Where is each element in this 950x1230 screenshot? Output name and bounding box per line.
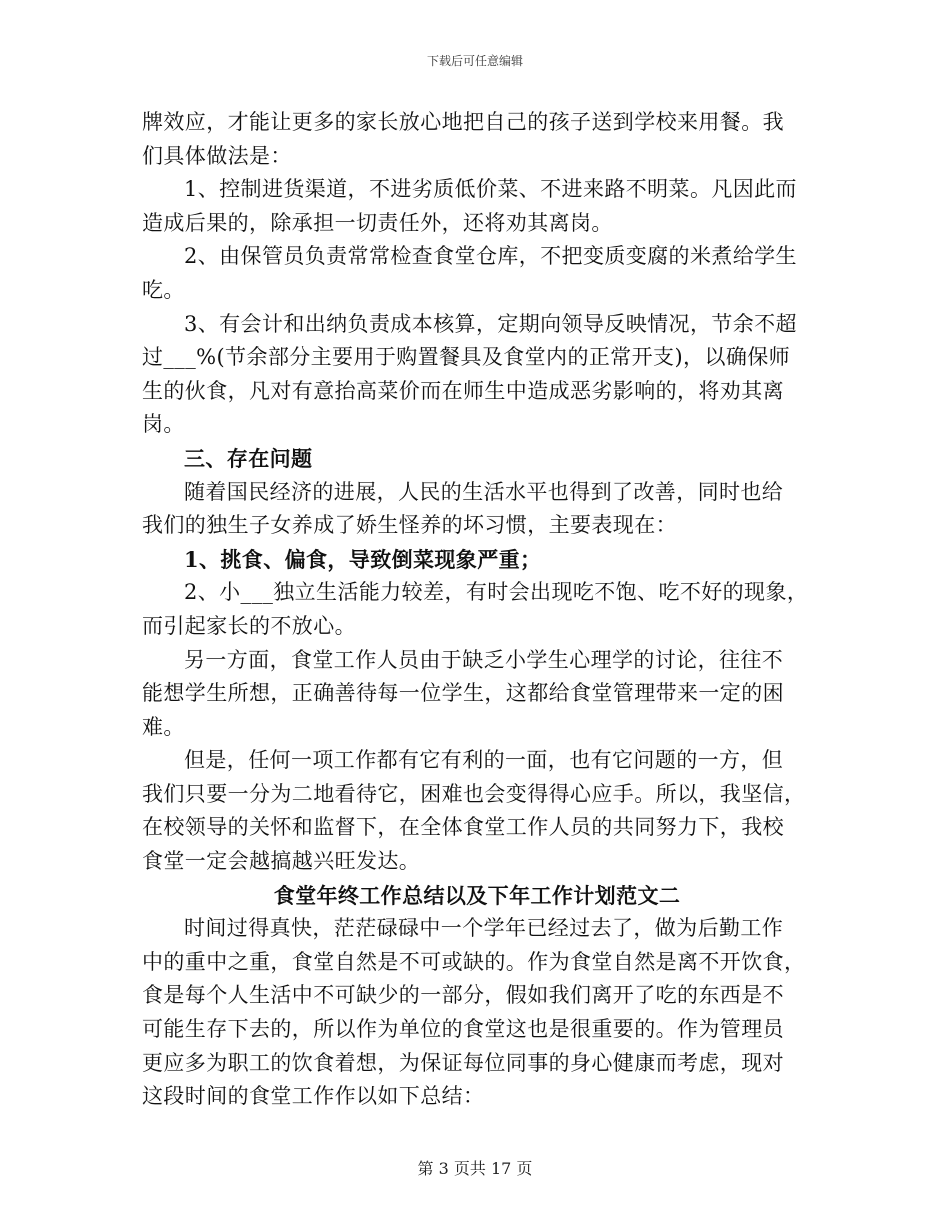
document-body: [142, 106, 812, 1114]
body-line: 这段时间的食堂工作作以如下总结：: [142, 1084, 485, 1109]
body-line: 难。: [142, 714, 185, 739]
bold-list-item: 1、挑食、偏食，导致倒菜现象严重；: [184, 546, 542, 572]
body-line: 食堂一定会越搞越兴旺发达。: [142, 849, 421, 874]
body-line: 生的伙食，凡对有意抬高菜价而在师生中造成恶劣影响的，将劝其离: [142, 378, 784, 403]
body-line: 能想学生所想，正确善待每一位学生，这都给食堂管理带来一定的困: [142, 681, 784, 706]
body-line: 我们的独生子女养成了娇生怪养的坏习惯，主要表现在：: [142, 513, 677, 538]
article-title: 食堂年终工作总结以及下年工作计划范文二: [273, 882, 681, 908]
body-line: 在校领导的关怀和监督下，在全体食堂工作人员的共同努力下，我校: [142, 815, 784, 840]
body-line: 造成后果的，除承担一切责任外，还将劝其离岗。: [142, 210, 613, 235]
list-item-line: 2、小___独立生活能力较差，有时会出现吃不饱、吃不好的现象，: [184, 580, 809, 605]
list-item-line: 3、有会计和出纳负责成本核算，定期向领导反映情况，节余不超: [184, 311, 797, 336]
body-line: 可能生存下去的，所以作为单位的食堂这也是很重要的。作为管理员: [142, 1017, 784, 1042]
section-heading: 三、存在问题: [184, 445, 313, 471]
body-line: 更应多为职工的饮食着想，为保证每位同事的身心健康而考虑，现对: [142, 1050, 784, 1075]
body-line: 我们只要一分为二地看待它，困难也会变得得心应手。所以，我坚信，: [142, 781, 806, 806]
body-line: 吃。: [142, 277, 185, 302]
body-line: 而引起家长的不放心。: [142, 613, 356, 638]
list-item-line: 1、控制进货渠道，不进劣质低价菜、不进来路不明菜。凡因此而: [184, 177, 797, 202]
page-header-note: 下载后可任意编辑: [426, 54, 523, 68]
paragraph-start-line: 随着国民经济的进展，人民的生活水平也得到了改善，同时也给: [184, 479, 784, 504]
list-item-line: 2、由保管员负责常常检查食堂仓库，不把变质变腐的米煮给学生: [184, 244, 797, 269]
body-line: 中的重中之重，食堂自然是不可或缺的。作为食堂自然是离不开饮食，: [142, 949, 806, 974]
body-line: 牌效应，才能让更多的家长放心地把自己的孩子送到学校来用餐。我: [142, 110, 784, 134]
body-line: 过___%(节余部分主要用于购置餐具及食堂内的正常开支)，以确保师: [142, 345, 791, 370]
body-line: 们具体做法是：: [142, 143, 292, 168]
page-number-footer: 第 3 页共 17 页: [417, 1159, 533, 1178]
body-line: 岗。: [142, 412, 185, 437]
paragraph-start-line: 时间过得真快，茫茫碌碌中一个学年已经过去了，做为后勤工作: [184, 916, 784, 941]
paragraph-start-line: 但是，任何一项工作都有它有利的一面，也有它问题的一方，但: [184, 748, 784, 773]
paragraph-start-line: 另一方面，食堂工作人员由于缺乏小学生心理学的讨论，往往不: [184, 647, 784, 672]
body-line: 食是每个人生活中不可缺少的一部分，假如我们离开了吃的东西是不: [142, 983, 784, 1008]
